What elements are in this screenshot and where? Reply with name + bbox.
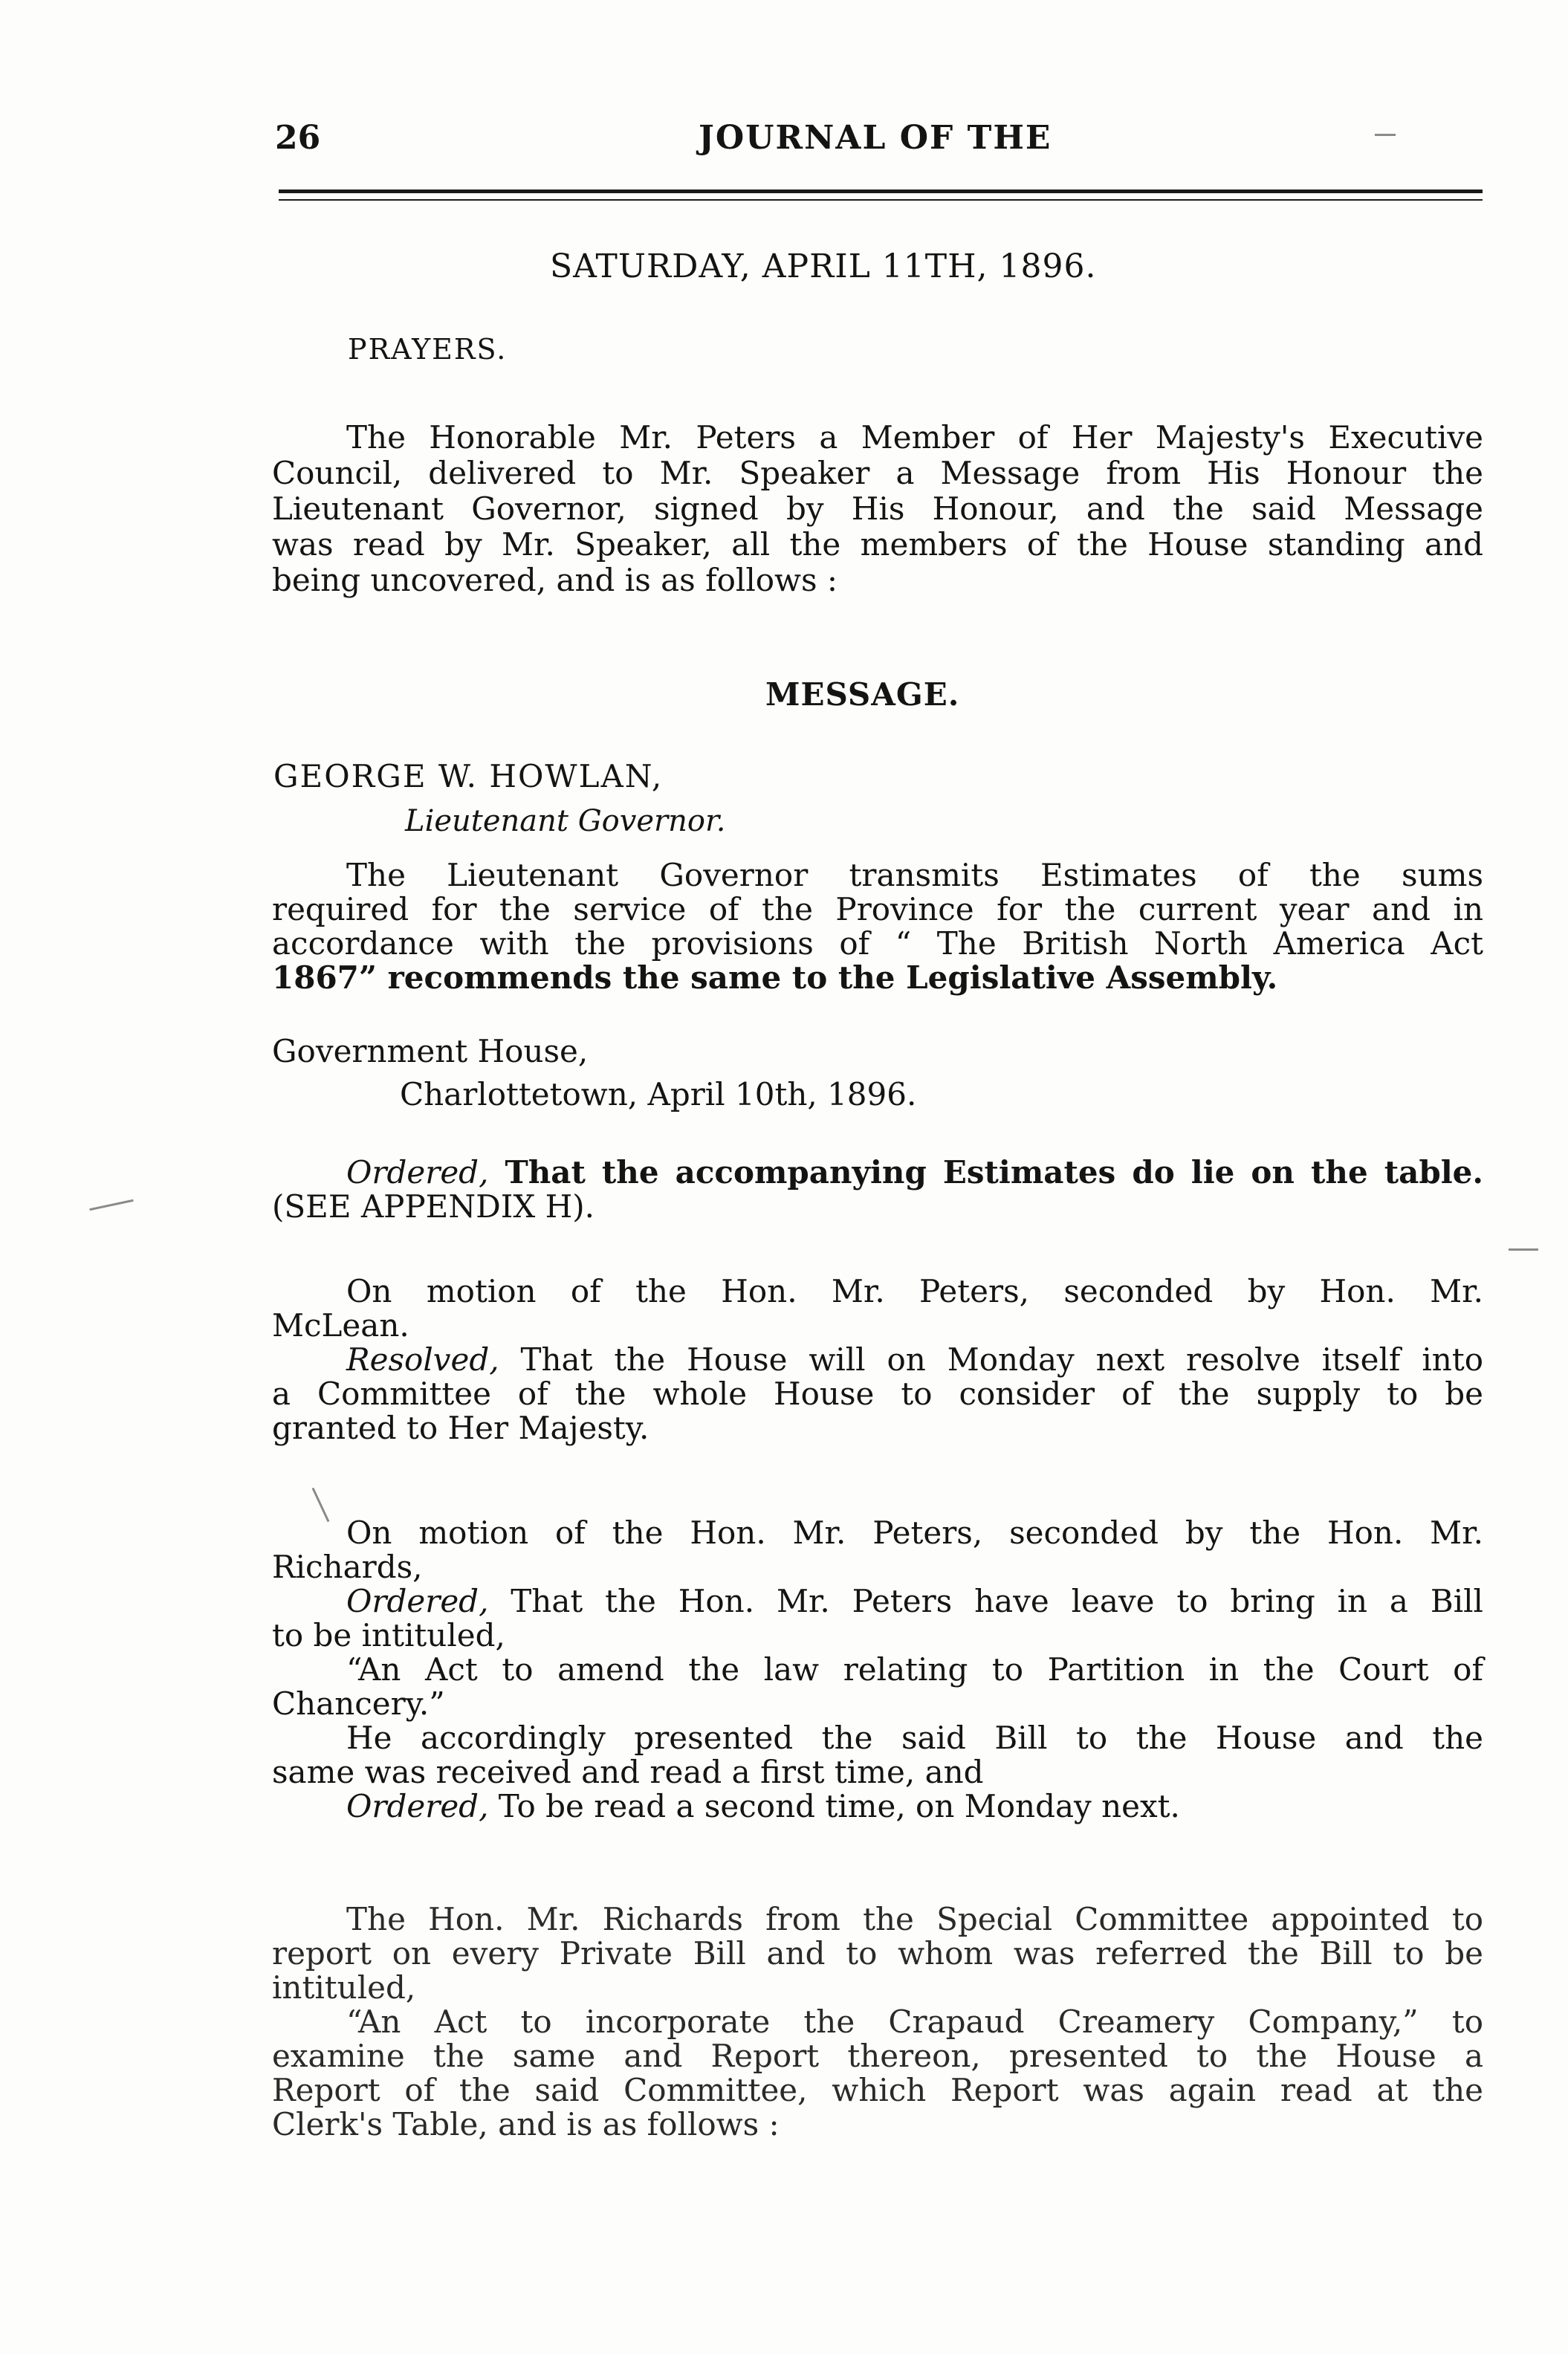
ordered-line: to be intituled, <box>272 1617 505 1653</box>
ordered-estimates <box>272 1156 1483 1224</box>
motion-partition-bill <box>272 1516 1483 1824</box>
signatory-title: Lieutenant Governor. <box>405 804 726 838</box>
appendix-reference: (SEE APPENDIX H). <box>272 1188 595 1225</box>
report-line: Report of the said Committee, which Report was again read at the <box>272 2072 1483 2108</box>
scan-mark <box>1509 1248 1538 1251</box>
ordered-lead: Ordered, <box>346 1788 489 1824</box>
second-reading-line <box>272 1789 1483 1824</box>
report-line: report on every Private Bill and to whom was referred the Bill to be <box>272 1935 1483 1972</box>
motion-line: On motion of the Hon. Mr. Peters, seconded by Hon. Mr. <box>346 1273 1483 1309</box>
scan-mark <box>1375 134 1396 136</box>
ordered-line <box>272 1584 1483 1619</box>
message-heading: MESSAGE. <box>765 676 960 713</box>
motion-line: On motion of the Hon. Mr. Peters, seconded by the Hon. Mr. <box>346 1515 1483 1551</box>
ordered-text: That the accompanying Estimates do lie on the table. <box>488 1154 1483 1191</box>
paragraph-line: being uncovered, and is as follows : <box>272 562 838 598</box>
place-line-2: Charlottetown, April 10th, 1896. <box>400 1076 917 1112</box>
prayers-label: PRAYERS. <box>348 333 508 366</box>
signatory-name: GEORGE W. HOWLAN, <box>273 758 664 794</box>
resolved-line: a Committee of the whole House to consider of the supply to be <box>272 1376 1483 1412</box>
paragraph-line: Lieutenant Governor, signed by His Honour, and the said Message <box>272 490 1483 527</box>
report-line: The Hon. Mr. Richards from the Special Committee appointed to <box>346 1901 1483 1937</box>
ordered-lead: Ordered, <box>346 1154 489 1191</box>
message-line: The Lieutenant Governor transmits Estimates of the sums <box>346 857 1483 893</box>
committee-report <box>272 1902 1483 2142</box>
report-line: examine the same and Report thereon, presented to the House a <box>272 2038 1483 2074</box>
ordered-line <box>272 1156 1483 1190</box>
report-line: “An Act to incorporate the Crapaud Creamery Company,” to <box>346 2003 1483 2040</box>
opening-paragraph <box>272 420 1483 598</box>
scan-mark <box>89 1199 133 1211</box>
report-line: intituled, <box>272 1969 416 2006</box>
resolved-lead: Resolved, <box>346 1341 499 1378</box>
act-title-line: Chancery.” <box>272 1685 445 1722</box>
resolved-text: That the House will on Monday next resolve itself into <box>499 1341 1483 1378</box>
header-rule-top <box>279 189 1483 193</box>
paragraph-line: was read by Mr. Speaker, all the members of the House standing and <box>272 526 1483 563</box>
second-reading-text: To be read a second time, on Monday next. <box>488 1788 1180 1824</box>
date-heading-text: SATURDAY, APRIL 11TH, 1896. <box>550 247 1097 285</box>
message-body <box>272 858 1483 995</box>
page-number: 26 <box>275 119 321 157</box>
act-title-line: “An Act to amend the law relating to Partition in the Court of <box>346 1651 1483 1688</box>
presented-line: He accordingly presented the said Bill to the House and the <box>346 1720 1483 1756</box>
paragraph-line: Council, delivered to Mr. Speaker a Message from His Honour the <box>272 455 1483 491</box>
report-line: Clerk's Table, and is as follows : <box>272 2106 780 2142</box>
running-title: JOURNAL OF THE <box>699 119 1052 157</box>
paragraph-line: The Honorable Mr. Peters a Member of Her Majesty's Executive <box>346 419 1483 456</box>
motion-supply <box>272 1274 1483 1445</box>
motion-line: Richards, <box>272 1549 423 1585</box>
header-rule-bottom <box>279 199 1483 201</box>
message-line: 1867” recommends the same to the Legislative Assembly. <box>272 959 1278 996</box>
ordered-lead: Ordered, <box>346 1583 489 1619</box>
message-line: required for the service of the Province for the current year and in <box>272 891 1483 927</box>
resolved-line: granted to Her Majesty. <box>272 1410 649 1446</box>
date-heading <box>550 247 1096 285</box>
place-line-1: Government House, <box>272 1033 589 1069</box>
motion-line: McLean. <box>272 1307 409 1344</box>
message-line: accordance with the provisions of “ The British North America Act <box>272 925 1483 962</box>
ordered-text: That the Hon. Mr. Peters have leave to bring in a Bill <box>488 1583 1483 1619</box>
presented-line: same was received and read a first time, and <box>272 1754 984 1790</box>
resolved-line <box>272 1343 1483 1377</box>
